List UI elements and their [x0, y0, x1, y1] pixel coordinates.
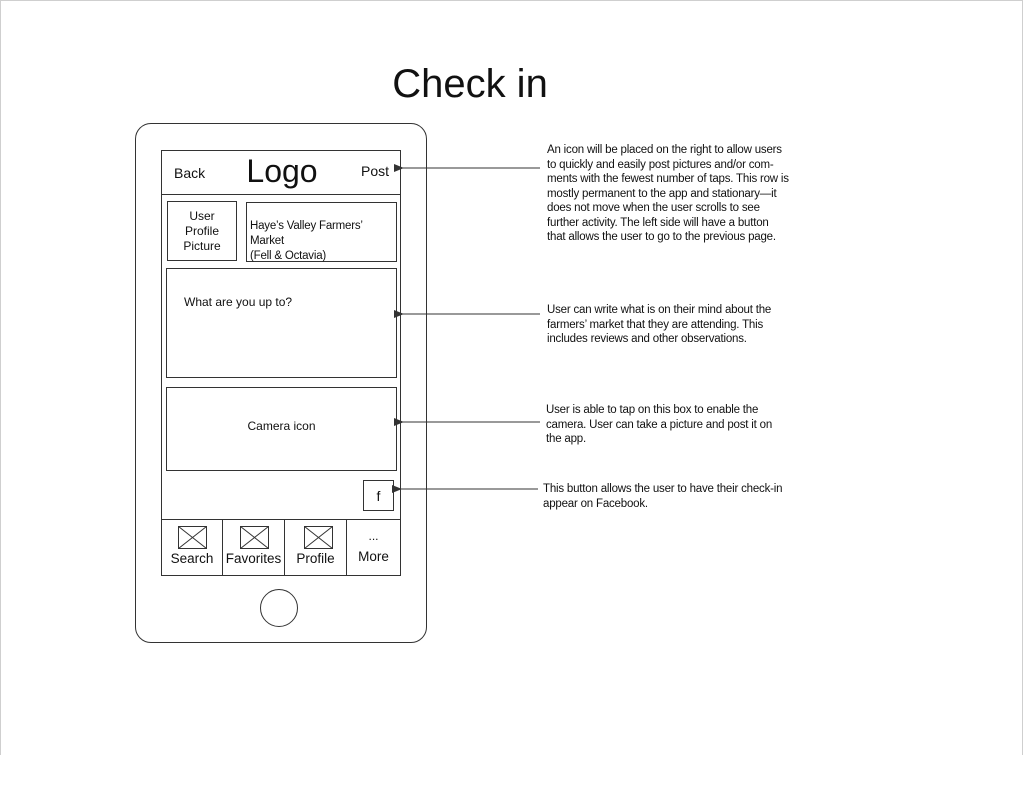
back-button[interactable]: Back: [174, 165, 206, 181]
annotation-status: User can write what is on their mind about the farmers’ market that they are attending. This includes reviews and other observations.: [547, 304, 772, 345]
post-button[interactable]: Post: [361, 163, 390, 179]
location-label: Haye’s Valley Farmers’ Market (Fell & Octavia): [250, 220, 363, 262]
tab-label: Profile: [296, 551, 335, 566]
annotation-facebook: This button allows the user to have their check-in appear on Facebook.: [543, 483, 783, 510]
app-logo: Logo: [246, 153, 318, 189]
tab-label: More: [358, 549, 389, 564]
annotation-camera: User is able to tap on this box to enable the camera. User can take a picture and post it on the app.: [546, 404, 773, 445]
profile-picture-label: User Profile Picture: [183, 209, 221, 253]
tab-label: Favorites: [225, 551, 282, 566]
status-placeholder: What are you up to?: [184, 295, 293, 309]
annotation-header: An icon will be placed on the right to allow users to quickly and easily post pictures and/or com- ments with the fewest number of taps. This row is mostly permanent to the app and stationary—it does not move when the user scrolls to see further activity. The left side will have a button that allows the user to go to the previous page.: [547, 144, 789, 243]
facebook-icon: f: [376, 488, 381, 504]
camera-label: Camera icon: [247, 419, 316, 433]
tab-label: Search: [170, 551, 214, 566]
more-dots-icon: ...: [368, 529, 379, 543]
page-title: Check in: [392, 62, 548, 106]
